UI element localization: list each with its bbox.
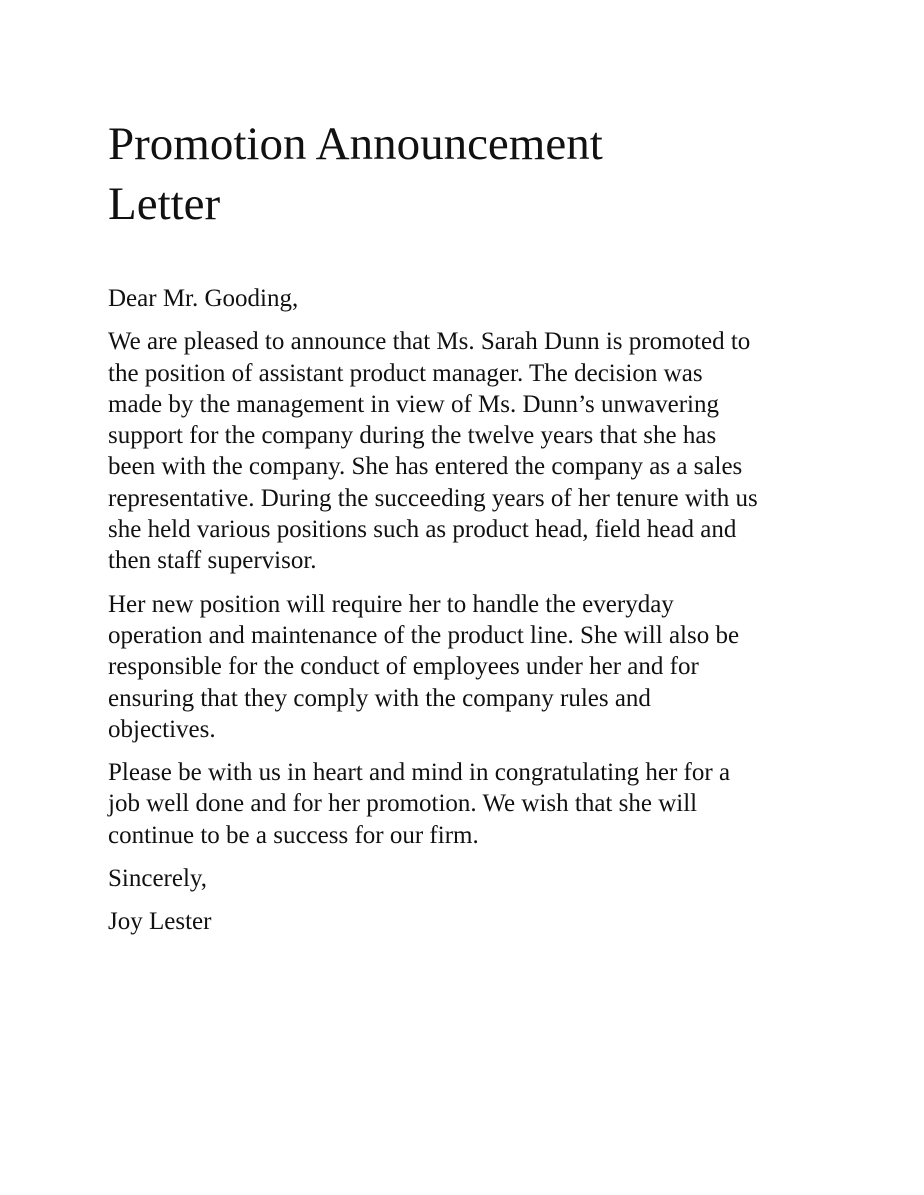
paragraph-line: Her new position will require her to handle the everyday bbox=[108, 590, 674, 618]
paragraph-line: responsible for the conduct of employees under her and for bbox=[108, 653, 699, 681]
paragraph-line: objectives. bbox=[108, 715, 216, 743]
letter-title-line: Promotion Announcement bbox=[108, 118, 603, 170]
paragraph-line: been with the company. She has entered the company as a sales bbox=[108, 453, 743, 481]
signature-name: Joy Lester bbox=[108, 908, 212, 936]
paragraph-congratulations bbox=[108, 757, 828, 851]
closing bbox=[108, 863, 828, 894]
paragraph-line: job well done and for her promotion. We wish that she will bbox=[108, 790, 698, 818]
paragraph-line: representative. During the succeeding years of her tenure with us bbox=[108, 484, 758, 512]
salutation bbox=[108, 283, 828, 314]
salutation-text: Dear Mr. Gooding, bbox=[108, 285, 299, 312]
closing-text: Sincerely, bbox=[108, 865, 208, 893]
paragraph-line: made by the management in view of Ms. Dunn’s unwavering bbox=[108, 390, 719, 418]
paragraph-line: continue to be a success for our firm. bbox=[108, 821, 479, 849]
paragraph-line: then staff supervisor. bbox=[108, 547, 317, 575]
paragraph-line: she held various positions such as product head, field head and bbox=[108, 516, 737, 544]
paragraph-line: operation and maintenance of the product line. She will also be bbox=[108, 621, 740, 649]
paragraph-responsibilities bbox=[108, 589, 828, 745]
signature bbox=[108, 906, 828, 937]
paragraph-line: support for the company during the twelve years that she has bbox=[108, 422, 717, 450]
letter-title bbox=[108, 114, 808, 234]
paragraph-announcement bbox=[108, 326, 828, 576]
paragraph-line: ensuring that they comply with the company rules and bbox=[108, 684, 651, 712]
letter-body bbox=[108, 283, 828, 938]
paragraph-line: the position of assistant product manager. The decision was bbox=[108, 359, 703, 387]
paragraph-line: Please be with us in heart and mind in congratulating her for a bbox=[108, 759, 731, 787]
letter-title-line: Letter bbox=[108, 178, 221, 230]
paragraph-line: We are pleased to announce that Ms. Sarah Dunn is promoted to bbox=[108, 328, 751, 356]
